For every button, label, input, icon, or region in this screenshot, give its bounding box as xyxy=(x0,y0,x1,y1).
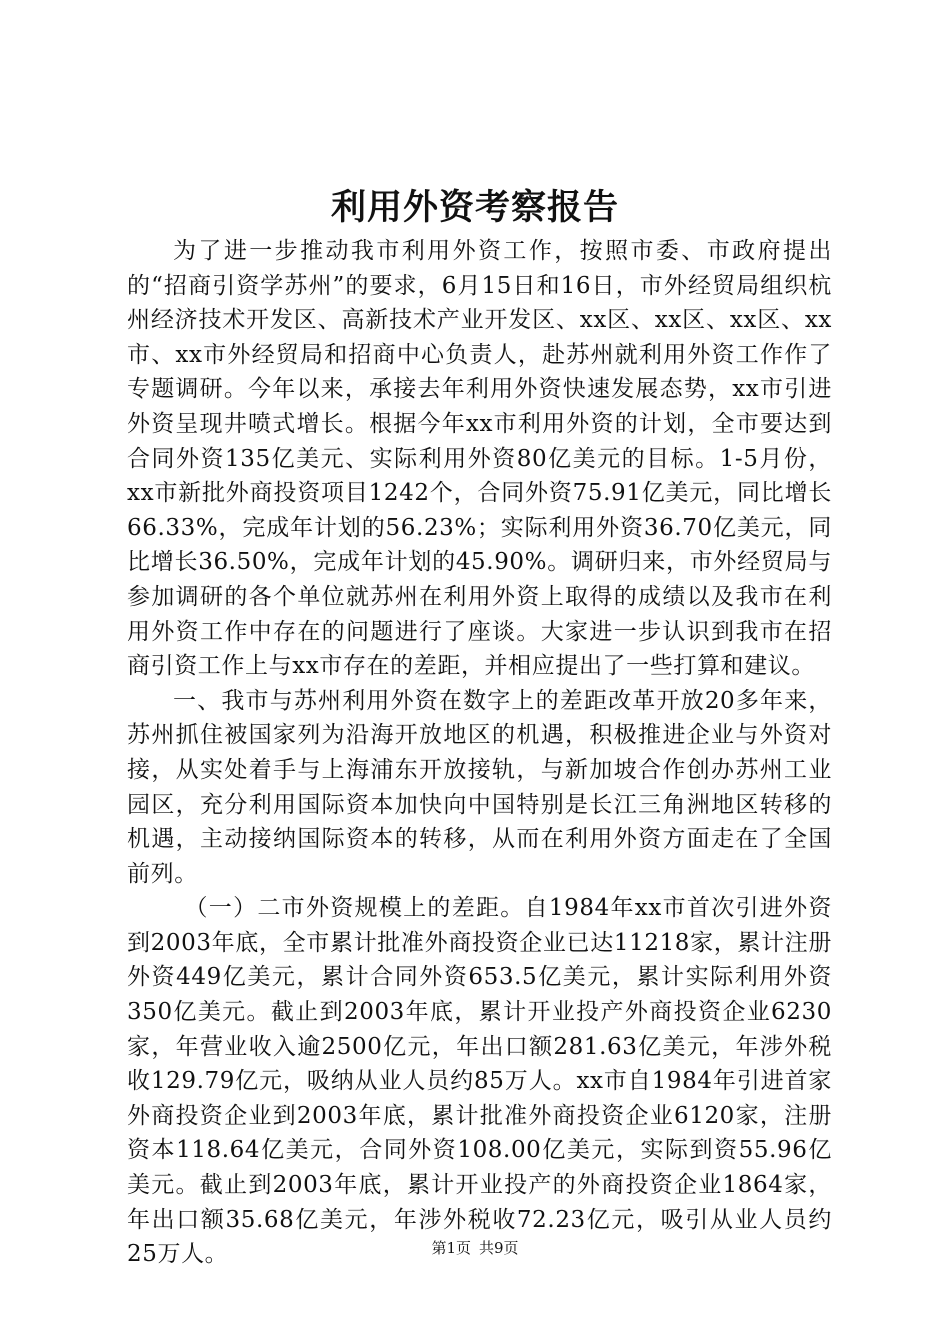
paragraph-section-one: 一、我市与苏州利用外资在数字上的差距改革开放20多年来，苏州抓住被国家列为沿海开放地区的机遇，积极推进企业与外资对接，从实处着手与上海浦东开放接轨，与新加坡合作创办苏州工业园区，充分利用国际资本加快向中国特别是长江三角洲地区转移的机遇，主动接纳国际资本的转移，从而在利用外资方面走在了全国前列。 xyxy=(127,687,832,887)
document-body xyxy=(127,234,832,1272)
page-total: 共9页 xyxy=(479,1239,519,1257)
paragraph-subsection-one: （一）二市外资规模上的差距。自1984年xx市首次引进外资到2003年底，全市累计批准外商投资企业已达11218家，累计注册外资449亿美元，累计合同外资653.5亿美元，累计实际利用外资350亿美元。截止到2003年底，累计开业投产外商投资企业6230家，年营业收入逾2500亿元，年出口额281.63亿美元，年涉外税收129.79亿元，吸纳从业人员约85万人。xx市自1984年引进首家外商投资企业到2003年底，累计批准外商投资企业6120家，注册资本118.64亿美元，合同外资108.00亿美元，实际到资55.96亿美元。截止到2003年底，累计开业投产的外商投资企业1864家，年出口额35.68亿美元，年涉外税收72.23亿元，吸引从业人员约25万人。 xyxy=(127,895,832,1268)
document-title: 利用外资考察报告 xyxy=(330,187,619,228)
page-number: 第1页 xyxy=(431,1239,471,1257)
page-footer xyxy=(0,1238,950,1258)
paragraph-intro: 为了进一步推动我市利用外资工作，按照市委、市政府提出的“招商引资学苏州”的要求，6月15日和16日，市外经贸局组织杭州经济技术开发区、高新技术产业开发区、xx区、xx区、xx区、xx市、xx市外经贸局和招商中心负责人，赴苏州就利用外资工作作了专题调研。今年以来，承接去年利用外资快速发展态势，xx市引进外资呈现井喷式增长。根据今年xx市利用外资的计划，全市要达到合同外资135亿美元、实际利用外资80亿美元的目标。1-5月份，xx市新批外商投资项目1242个，合同外资75.91亿美元，同比增长66.33%，完成年计划的56.23%；实际利用外资36.70亿美元，同比增长36.50%，完成年计划的45.90%。调研归来，市外经贸局与参加调研的各个单位就苏州在利用外资上取得的成绩以及我市在利用外资工作中存在的问题进行了座谈。大家进一步认识到我市在招商引资工作上与xx市存在的差距，并相应提出了一些打算和建议。 xyxy=(127,238,832,680)
